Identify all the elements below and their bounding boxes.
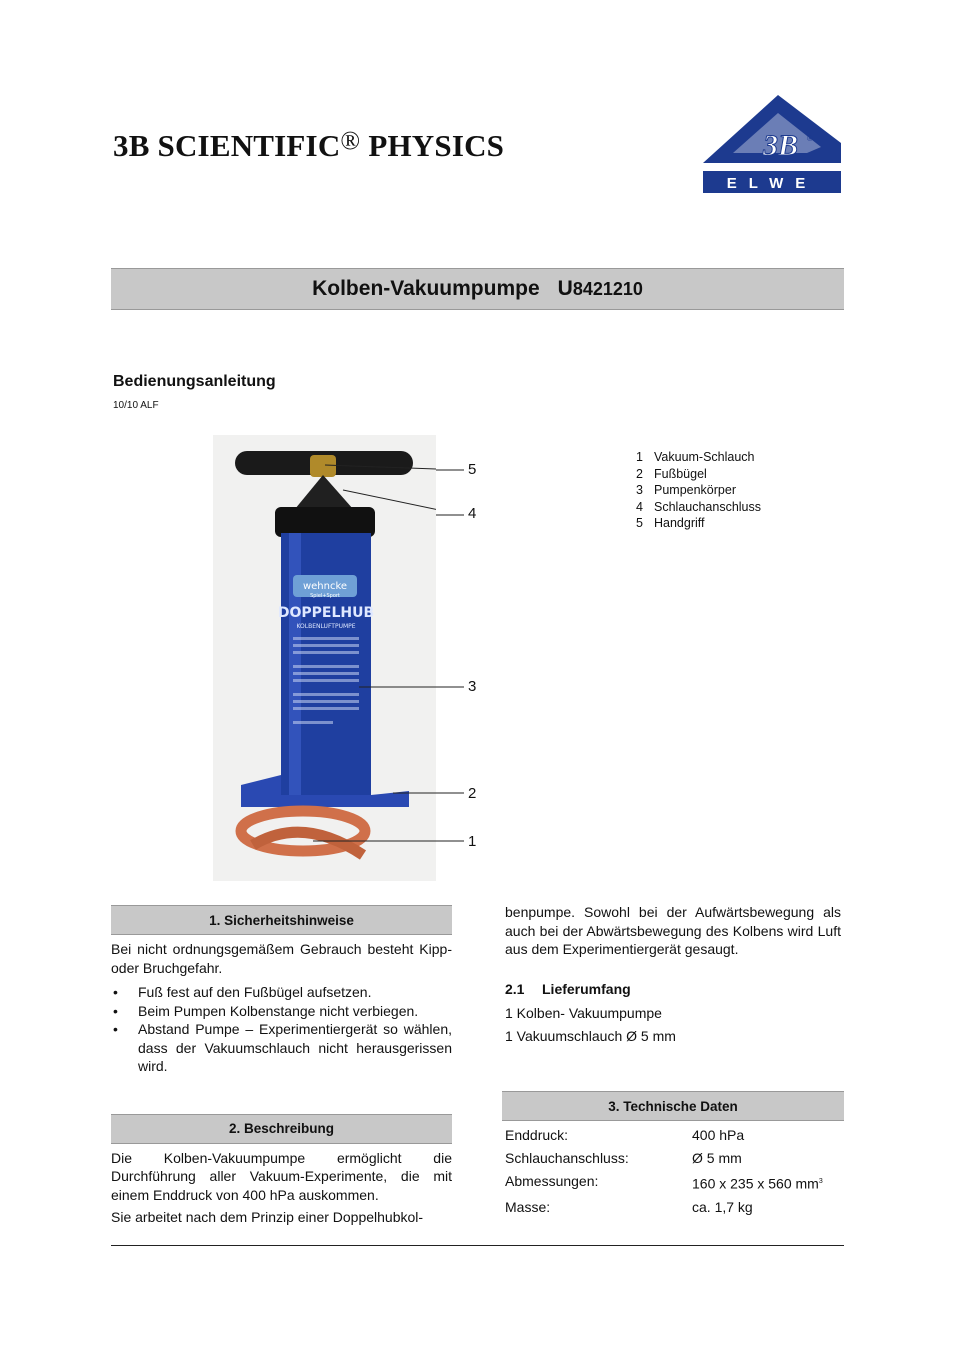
logo-graphic: [703, 95, 841, 193]
callout-lines: [436, 435, 466, 881]
pump-photo: [213, 435, 436, 881]
list-item: 1 Kolben- Vakuumpumpe: [505, 1004, 662, 1021]
brand-print: wehncke: [302, 581, 348, 592]
manual-version: 10/10 ALF: [113, 400, 159, 411]
left-column: [111, 905, 452, 1227]
legend-item: 4 Schlauchanschluss: [636, 499, 762, 514]
elwe-logo: [703, 95, 841, 193]
product-code-prefix: U: [557, 277, 573, 300]
delivery-list: [505, 1002, 841, 1048]
table-row: Enddruck: 400 hPa: [505, 1127, 745, 1143]
registered-mark: ®: [340, 126, 361, 155]
section21-title: Lieferumfang: [542, 980, 631, 997]
section2-paragraph-2: Sie arbeitet nach dem Prinzip einer Doppelhubkol-: [111, 1209, 424, 1225]
list-item: • Beim Pumpen Kolbenstange nicht verbiegen.: [111, 1002, 452, 1021]
brand-tail: PHYSICS: [368, 128, 505, 163]
pump-illustration: [213, 435, 436, 881]
list-item: 1 Vakuumschlauch Ø 5 mm: [505, 1027, 676, 1044]
brand-sub-print: Spiel+Sport: [310, 593, 340, 599]
section2-paragraph-1: Die Kolben-Vakuumpumpe ermöglicht die Durchführung aller Vakuum-Experimente, die mit einem Enddruck von 400 hPa auskommen.: [111, 1149, 452, 1203]
label-sub: KOLBENLUFTPUMPE: [296, 623, 356, 630]
callout-4: 4: [468, 505, 477, 522]
product-code-number: 8421210: [572, 279, 643, 299]
callout-5: 5: [468, 461, 477, 478]
product-code: [558, 277, 643, 301]
section2-heading: 2. Beschreibung: [111, 1114, 452, 1144]
legend-item: 1 Vakuum-Schlauch: [636, 450, 755, 464]
section21-number: 2.1: [505, 980, 525, 997]
table-row: Schlauchanschluss: Ø 5 mm: [505, 1150, 742, 1166]
logo-mark-text: 3B: [763, 129, 799, 162]
safety-list: [111, 983, 452, 1076]
product-title-bar: [111, 268, 844, 310]
table-row: Masse: ca. 1,7 kg: [505, 1198, 753, 1215]
hose-connector: [310, 455, 336, 477]
brand-title: [113, 128, 504, 164]
manual-heading: Bedienungsanleitung: [113, 373, 276, 390]
footer-rule: [111, 1245, 844, 1246]
section1-heading: 1. Sicherheitshinweise: [111, 905, 452, 935]
label-main: DOPPELHUB: [277, 605, 375, 621]
section3-heading: 3. Technische Daten: [502, 1091, 844, 1121]
logo-reg-text: ®: [807, 134, 813, 143]
handle-stem: [295, 475, 353, 509]
legend-item: 2 Fußbügel: [636, 466, 707, 481]
callout-1: 1: [468, 833, 477, 850]
tech-data: [502, 1091, 844, 1219]
right-column: [505, 903, 841, 1048]
cube-superscript: 3: [818, 1178, 823, 1185]
section2-paragraph-2-cont: benpumpe. Sowohl bei der Aufwärtsbewegung als auch bei der Abwärtsbewegung des Kolbens wird Luft aus dem Experimentiergerät gesaugt.: [505, 904, 841, 957]
list-item: • Fuß fest auf den Fußbügel aufsetzen.: [111, 983, 452, 1002]
logo-word: ELWE: [726, 175, 818, 192]
legend-item: 5 Handgriff: [636, 516, 705, 530]
list-item: • Abstand Pumpe – Experimentiergerät so wählen, dass der Vakuumschlauch nicht herausgerissen wird.: [111, 1020, 452, 1076]
product-title: Kolben-Vakuumpumpe: [312, 277, 540, 300]
tech-table: [502, 1124, 844, 1219]
legend-item: 3 Pumpenkörper: [636, 483, 736, 497]
pump-cap: [275, 507, 375, 537]
callout-2: 2: [468, 785, 477, 802]
brand-main: 3B SCIENTIFIC: [113, 128, 341, 163]
parts-legend: [636, 449, 761, 532]
section1-intro: Bei nicht ordnungsgemäßem Gebrauch besteht Kipp- oder Bruchgefahr.: [111, 941, 452, 976]
callout-3: 3: [468, 678, 477, 695]
section21-heading: [505, 981, 841, 997]
table-row: Abmessungen: 160 x 235 x 560 $mm^3$: [505, 1173, 823, 1192]
